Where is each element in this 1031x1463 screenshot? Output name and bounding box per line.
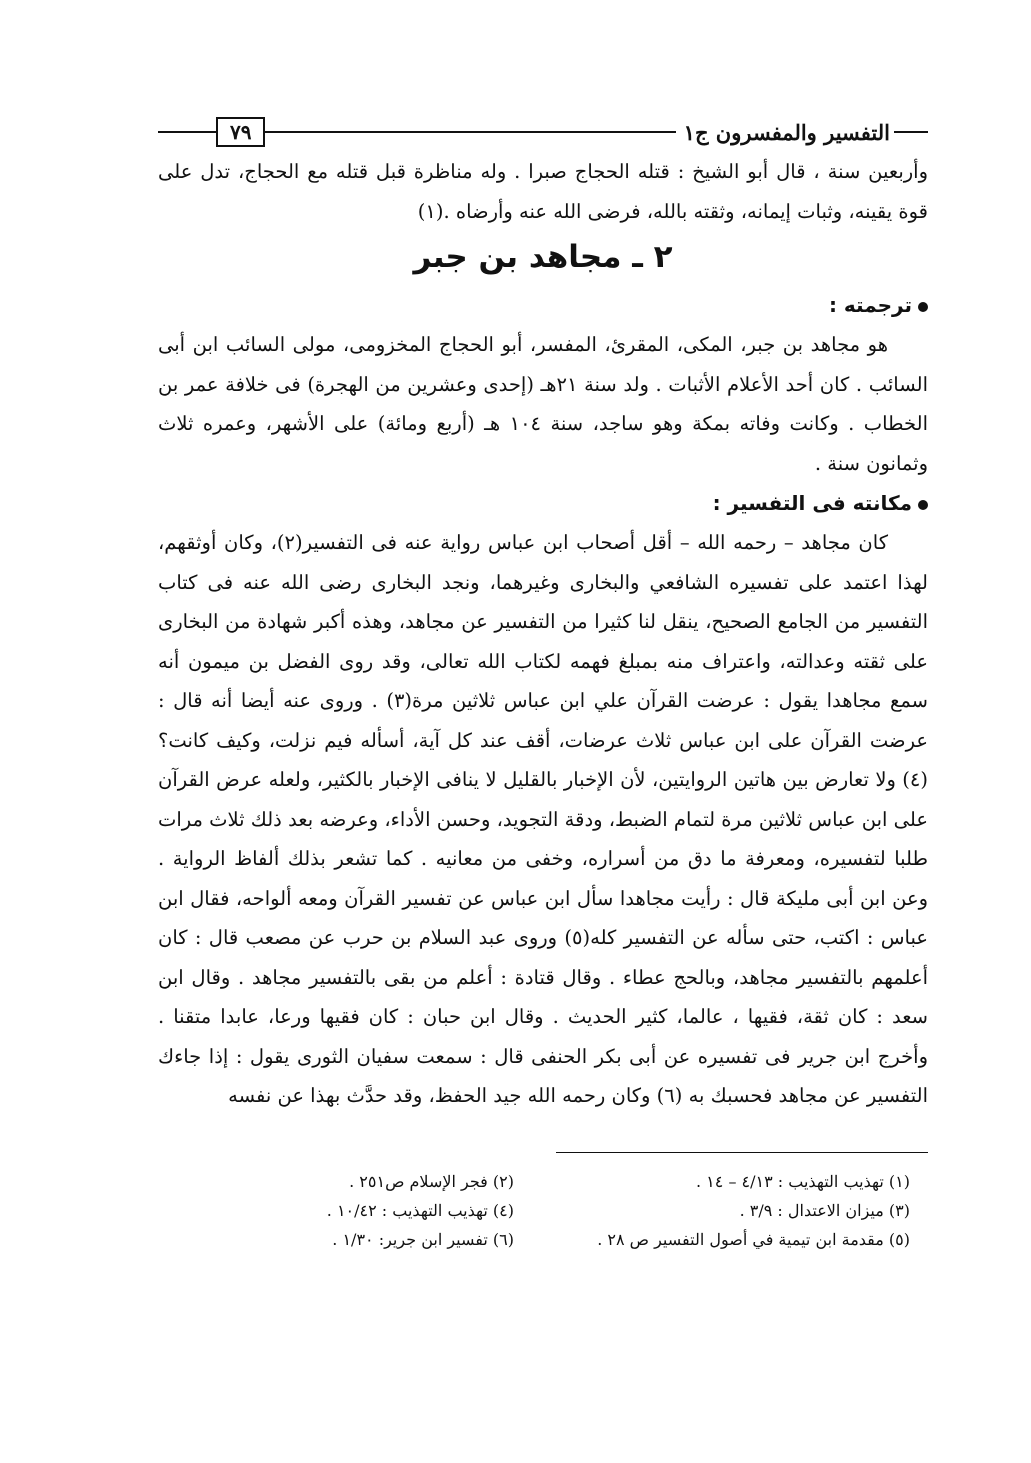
footnote: (١) تهذيب التهذيب : ٤/١٣ – ١٤ . [696, 1172, 910, 1191]
section-heading-label: ترجمته : [828, 293, 912, 317]
footnote: (٤) تهذيب التهذيب : ١٠/٤٢ . [326, 1201, 514, 1220]
footnote-divider [556, 1152, 928, 1154]
bullet-icon [918, 302, 928, 312]
header-rule [158, 131, 216, 133]
footnotes [158, 1167, 928, 1254]
header-title: التفسير والمفسرون ج١ [683, 119, 890, 145]
section-heading-biography [158, 285, 928, 325]
header-rule [265, 131, 675, 133]
page-number: ٧٩ [216, 117, 265, 147]
header-rule [894, 131, 928, 133]
footnote: (٣) ميزان الاعتدال : ٣/٩ . [739, 1201, 910, 1220]
section-heading-label: مكانته فى التفسير : [712, 491, 912, 515]
biography-paragraph: هو مجاهد بن جبر، المكى، المقرئ، المفسر، أبو الحجاج المخزومى، مولى السائب ابن أبى السائب . كان أحد الأعلام الأثبات . ولد سنة ٢١هـ (إحدى وعشرين من الهجرة) فى خلافة عمر بن الخطاب . وكانت وفاته بمكة وهو ساجد، سنة ١٠٤ هـ (أربع ومائة) على الأشهر، وعمره ثلاث وثمانون سنة . [158, 333, 929, 475]
chapter-title: ٢ ـ مجاهد بن جبر [413, 239, 673, 275]
footnote: (٥) مقدمة ابن تيمية في أصول التفسير ص ٢٨ . [597, 1230, 910, 1249]
status-paragraph: كان مجاهد – رحمه الله – أقل أصحاب ابن عباس رواية عنه فى التفسير(٢)، وكان أوثقهم، لهذا اعتمد على تفسيره الشافعي والبخارى وغيرهما، ونجد البخارى رضى الله عنه فى كتاب التفسير من الجامع الصحيح، ينقل لنا كثيرا من التفسير عن مجاهد، وهذه أكبر شهادة من البخارى على ثقته وعدالته، واعتراف منه بمبلغ فهمه لكتاب الله تعالى، وقد روى الفضل بن ميمون أنه سمع مجاهدا يقول : عرضت القرآن علي ابن عباس ثلاثين مرة(٣) . وروى عنه أيضا أنه قال : عرضت القرآن على ابن عباس ثلاث عرضات، أقف عند كل آية، أسأله فيم نزلت، وكيف كانت؟ (٤) ولا تعارض بين هاتين الروايتين، لأن الإخبار بالقليل لا ينافى الإخبار بالكثير، ولعله عرض القرآن على ابن عباس ثلاثين مرة لتمام الضبط، ودقة التجويد، وحسن الأداء، وعرضه بعد ذلك ثلاث مرات طلبا لتفسيره، ومعرفة ما دق من أسراره، وخفى من معانيه . كما تشعر بذلك ألفاظ الرواية . وعن ابن أبى مليكة قال : رأيت مجاهدا سأل ابن عباس عن تفسير القرآن ومعه ألواحه، فقال ابن عباس : اكتب، حتى سأله عن التفسير كله(٥) وروى عبد السلام بن حرب عن مصعب قال : كان أعلمهم بالتفسير مجاهد، وبالحج عطاء . وقال قتادة : أعلم من بقى بالتفسير مجاهد . وقال ابن سعد : كان ثقة، فقيها ، عالما، كثير الحديث . وقال ابن حبان : كان فقيها ورعا، عابدا متقنا . وأخرج ابن جرير فى تفسيره عن أبى بكر الحنفى قال : سمعت سفيان الثورى يقول : إذا جاءك التفسير عن مجاهد فحسبك به (٦) وكان رحمه الله جيد الحفظ، وقد حدَّث بهذا عن نفسه [158, 531, 929, 1107]
intro-paragraph: وأربعين سنة ، قال أبو الشيخ : قتله الحجاج صبرا . وله مناظرة قبل قتله مع الحجاج، تدل على قوة يقينه، وثبات إيمانه، وثقته بالله، فرضى الله عنه وأرضاه .(١) [158, 160, 928, 223]
running-header [158, 112, 928, 152]
footnote: (٦) تفسير ابن جرير: ١/٣٠ . [332, 1230, 514, 1249]
book-page [158, 112, 928, 1254]
section-heading-status [158, 483, 928, 523]
footnote: (٢) فجر الإسلام ص٢٥١ . [349, 1172, 514, 1191]
bullet-icon [918, 500, 928, 510]
